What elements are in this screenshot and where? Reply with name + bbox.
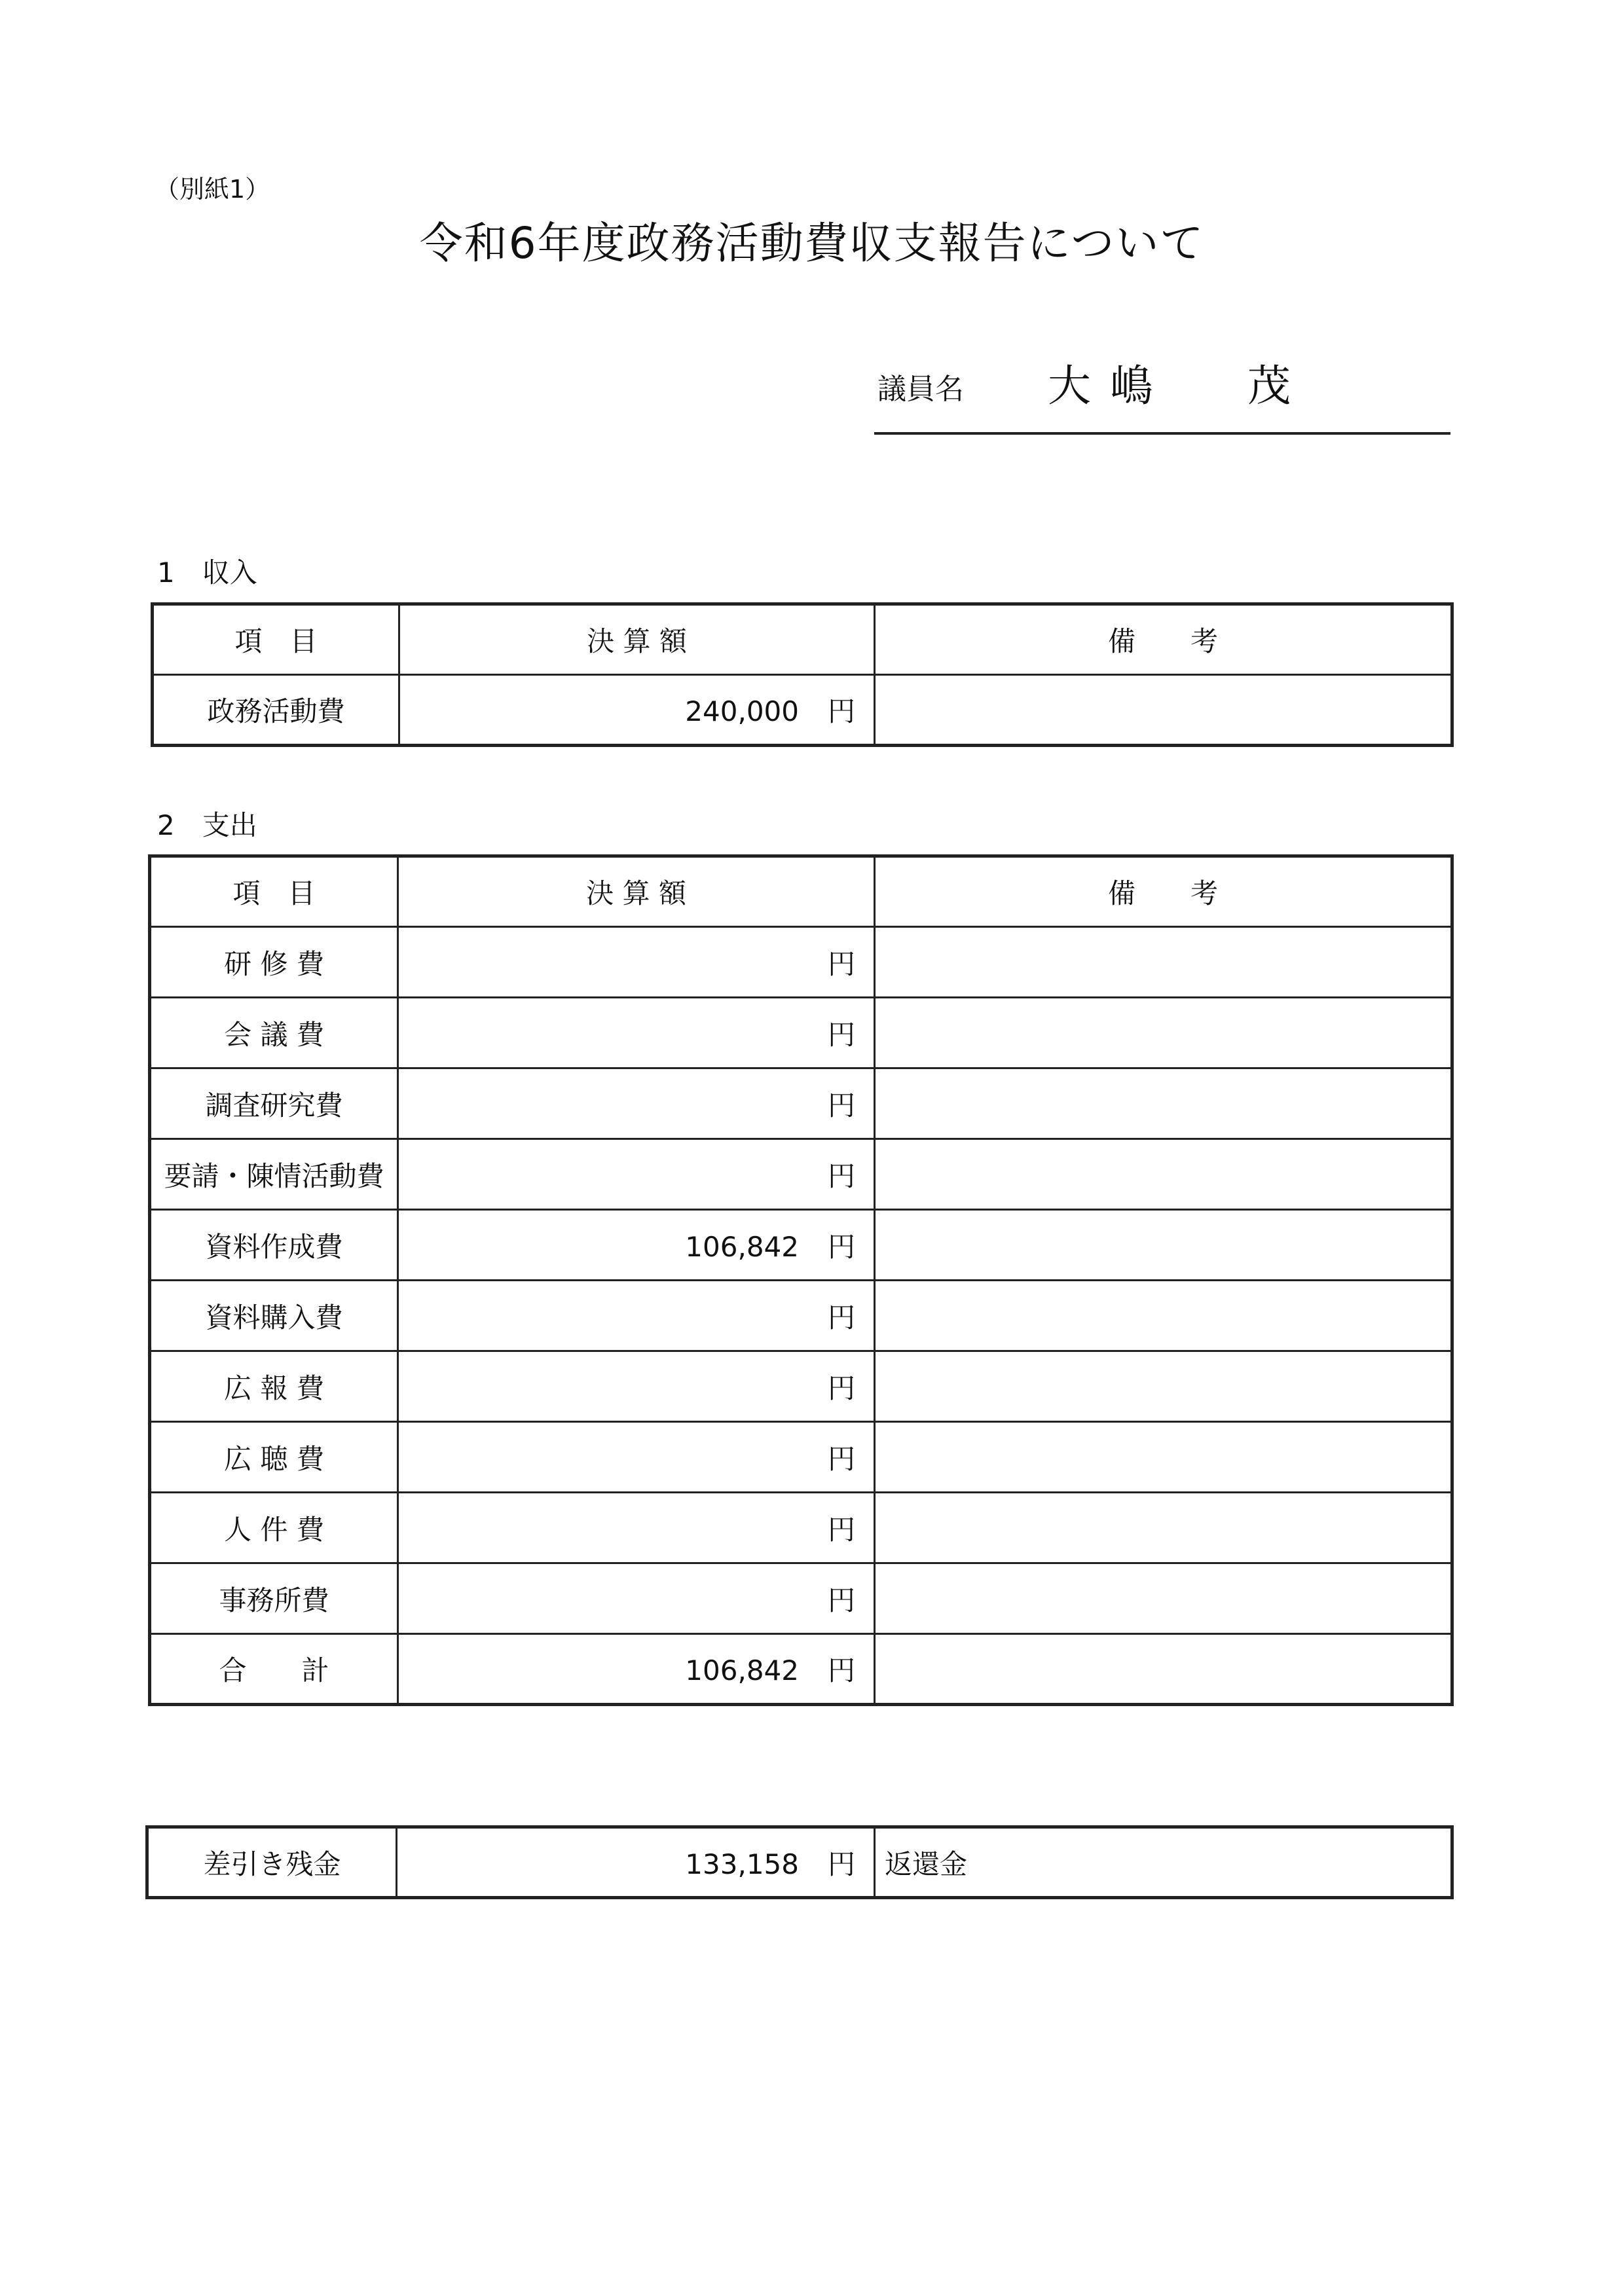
row-item: 合 計 [150, 1634, 398, 1705]
yen-unit: 円 [827, 1513, 855, 1546]
row-amount [398, 1634, 875, 1705]
yen-unit: 円 [827, 1584, 855, 1616]
balance-row [147, 1827, 1452, 1898]
table-row [150, 1139, 1452, 1210]
header-item: 項 目 [153, 604, 399, 675]
yen-unit: 円 [827, 1848, 855, 1880]
table-row [150, 1422, 1452, 1493]
income-table [151, 602, 1454, 747]
row-note [875, 1493, 1452, 1563]
row-item: 広 聴 費 [150, 1422, 398, 1493]
table-row [150, 1351, 1452, 1422]
income-header-row [153, 604, 1452, 675]
table-row [150, 1210, 1452, 1281]
member-name: 大 嶋 茂 [1048, 361, 1293, 411]
row-amount [398, 927, 875, 998]
row-amount [398, 1139, 875, 1210]
header-amount: 決 算 額 [398, 856, 875, 927]
header-note: 備 考 [875, 856, 1452, 927]
amount-value: 106,842 [685, 1230, 799, 1263]
row-note [875, 1068, 1452, 1139]
row-note [875, 675, 1452, 746]
row-note [875, 1351, 1452, 1422]
row-amount [399, 675, 875, 746]
balance-item: 差引き残金 [147, 1827, 397, 1898]
total-row [150, 1634, 1452, 1705]
row-amount [398, 1563, 875, 1634]
table-row [150, 1493, 1452, 1563]
yen-unit: 円 [827, 1159, 855, 1192]
row-note [875, 1563, 1452, 1634]
row-item: 調査研究費 [150, 1068, 398, 1139]
row-item: 事務所費 [150, 1563, 398, 1634]
balance-note: 返還金 [875, 1827, 1452, 1898]
row-amount [398, 1351, 875, 1422]
header-note: 備 考 [875, 604, 1452, 675]
yen-unit: 円 [827, 695, 855, 727]
yen-unit: 円 [827, 1654, 855, 1686]
row-item: 研 修 費 [150, 927, 398, 998]
row-amount [398, 1281, 875, 1351]
row-amount [398, 1210, 875, 1281]
balance-table [145, 1825, 1454, 1899]
row-item: 資料購入費 [150, 1281, 398, 1351]
row-item: 資料作成費 [150, 1210, 398, 1281]
row-note [875, 1422, 1452, 1493]
row-item: 要請・陳情活動費 [150, 1139, 398, 1210]
row-amount [398, 998, 875, 1068]
expense-header-row [150, 856, 1452, 927]
amount-value: 240,000 [685, 695, 799, 727]
member-underline [874, 432, 1450, 435]
row-note [875, 998, 1452, 1068]
yen-unit: 円 [827, 1018, 855, 1051]
page-title: 令和6年度政務活動費収支報告について [419, 218, 1205, 268]
expense-table [148, 854, 1454, 1706]
row-amount [398, 1493, 875, 1563]
amount-value: 106,842 [685, 1654, 799, 1686]
yen-unit: 円 [827, 947, 855, 980]
yen-unit: 円 [827, 1230, 855, 1263]
row-item: 会 議 費 [150, 998, 398, 1068]
row-note [875, 1210, 1452, 1281]
row-item: 人 件 費 [150, 1493, 398, 1563]
row-note [875, 927, 1452, 998]
row-note [875, 1281, 1452, 1351]
expense-heading: 2 支出 [157, 809, 257, 841]
row-item: 政務活動費 [153, 675, 399, 746]
row-amount [398, 1068, 875, 1139]
table-row [150, 1281, 1452, 1351]
member-label: 議員名 [877, 373, 964, 406]
row-item: 広 報 費 [150, 1351, 398, 1422]
yen-unit: 円 [827, 1301, 855, 1334]
table-row [150, 998, 1452, 1068]
table-row [150, 1068, 1452, 1139]
row-amount [398, 1422, 875, 1493]
row-note [875, 1139, 1452, 1210]
row-note [875, 1634, 1452, 1705]
table-row [153, 675, 1452, 746]
header-item: 項 目 [150, 856, 398, 927]
yen-unit: 円 [827, 1442, 855, 1475]
attachment-label: （別紙1） [155, 175, 270, 204]
amount-value: 133,158 [685, 1848, 799, 1880]
header-amount: 決 算 額 [399, 604, 875, 675]
income-heading: 1 収入 [157, 556, 257, 589]
table-row [150, 927, 1452, 998]
table-row [150, 1563, 1452, 1634]
yen-unit: 円 [827, 1372, 855, 1404]
balance-amount [397, 1827, 875, 1898]
yen-unit: 円 [827, 1089, 855, 1121]
